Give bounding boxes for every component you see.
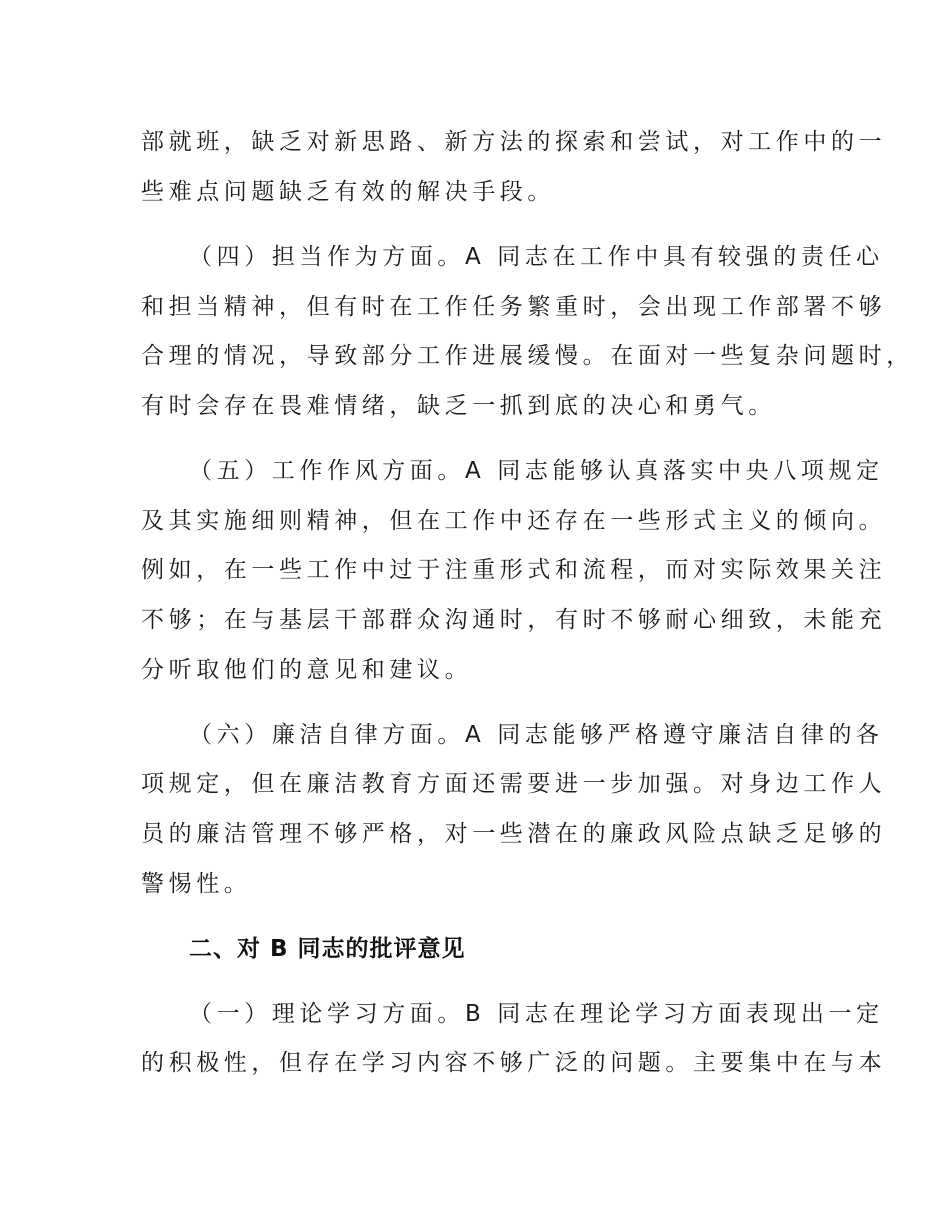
text-line: 的积极性，但存在学习内容不够广泛的问题。主要集中在与本 — [141, 1050, 887, 1076]
text-line: 项规定，但在廉洁教育方面还需要进一步加强。对身边工作人 — [141, 771, 887, 797]
paragraph-start-line: （六）廉洁自律方面。A 同志能够严格遵守廉洁自律的各 — [189, 722, 884, 748]
text-line: 及其实施细则精神，但在工作中还存在一些形式主义的倾向。 — [141, 508, 887, 534]
text-line: 不够；在与基层干部群众沟通时，有时不够耐心细致，未能充 — [141, 607, 887, 633]
text-line: 警惕性。 — [141, 871, 252, 897]
text-line: 例如，在一些工作中过于注重形式和流程，而对实际效果关注 — [141, 557, 887, 583]
text-line: 些难点问题缺乏有效的解决手段。 — [141, 179, 555, 205]
text-line: 员的廉洁管理不够严格，对一些潜在的廉政风险点缺乏足够的 — [141, 821, 887, 847]
paragraph-start-line: （一）理论学习方面。B 同志在理论学习方面表现出一定 — [189, 1001, 884, 1027]
text-line: 有时会存在畏难情绪，缺乏一抓到底的决心和勇气。 — [141, 393, 776, 419]
section-heading: 二、对 B 同志的批评意见 — [189, 936, 466, 962]
text-line: 合理的情况，导致部分工作进展缓慢。在面对一些复杂问题时， — [141, 343, 914, 369]
paragraph-start-line: （四）担当作为方面。A 同志在工作中具有较强的责任心 — [189, 244, 884, 270]
text-line: 分听取他们的意见和建议。 — [141, 657, 473, 683]
paragraph-start-line: （五）工作作风方面。A 同志能够认真落实中央八项规定 — [189, 458, 884, 484]
text-line: 和担当精神，但有时在工作任务繁重时，会出现工作部署不够 — [141, 294, 887, 320]
text-line: 部就班，缺乏对新思路、新方法的探索和尝试，对工作中的一 — [141, 129, 887, 155]
